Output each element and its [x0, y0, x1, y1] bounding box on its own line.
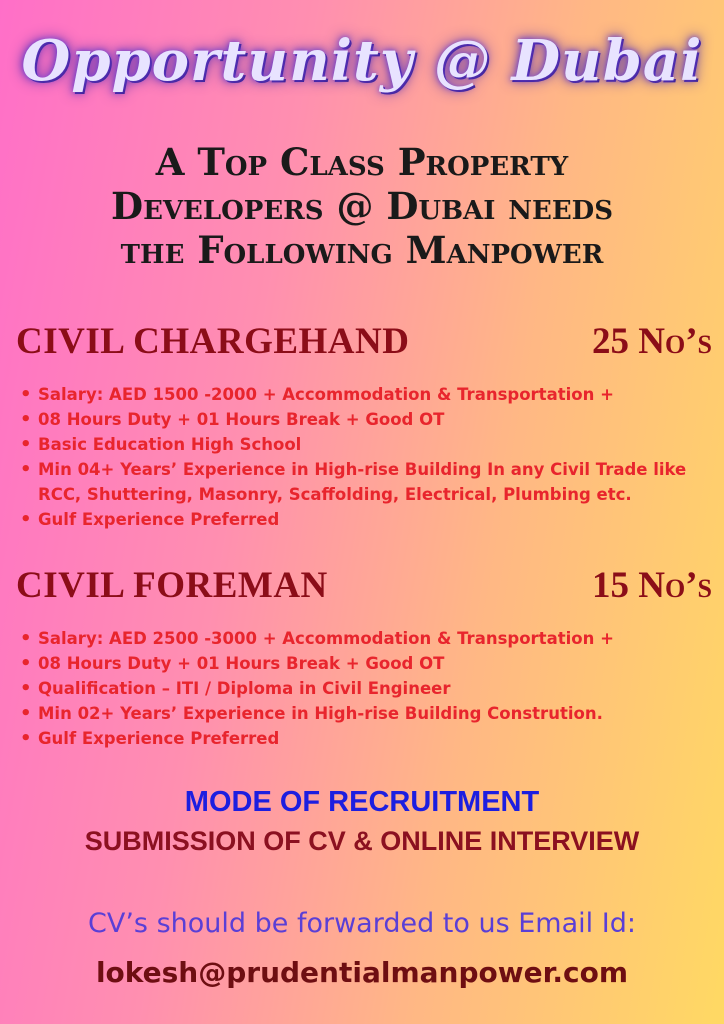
job-title-foreman: CIVIL FOREMAN: [16, 565, 328, 606]
list-item: • Salary: AED 1500 -2000 + Accommodation & Transportation +: [18, 382, 718, 407]
list-item: • Qualification – ITI / Diploma in Civil Engineer: [18, 676, 718, 701]
subheading-line-1: A Top Class Property: [155, 140, 569, 184]
job-count-foreman: 15 No’s: [592, 565, 712, 606]
subheading: [20, 140, 704, 272]
list-item: • Min 04+ Years’ Experience in High-rise Building In any Civil Trade like RCC, Shuttering, Masonry, Scaffolding, Electrical, Plumbing etc.: [18, 457, 718, 507]
list-item: • Gulf Experience Preferred: [18, 726, 718, 751]
subheading-line-2: Developers @ Dubai needs: [110, 184, 613, 228]
list-item: • Basic Education High School: [18, 432, 718, 457]
subheading-line-3: the Following Manpower: [120, 228, 604, 272]
requirements-list-foreman: [18, 626, 718, 751]
list-item: • Min 02+ Years’ Experience in High-rise Building Constrution.: [18, 701, 718, 726]
recruitment-mode-title: MODE OF RECRUITMENT: [184, 786, 540, 818]
job-count-chargehand: 25 No’s: [592, 321, 712, 362]
requirements-list-chargehand: [18, 382, 718, 532]
cv-instruction: CV’s should be forwarded to us Email Id:: [88, 908, 636, 939]
job-title-chargehand: CIVIL CHARGEHAND: [16, 321, 410, 362]
recruitment-method: SUBMISSION OF CV & ONLINE INTERVIEW: [84, 826, 640, 856]
list-item: • Salary: AED 2500 -3000 + Accommodation & Transportation +: [18, 626, 718, 651]
list-item: • Gulf Experience Preferred: [18, 507, 718, 532]
contact-email[interactable]: lokesh@prudentialmanpower.com: [95, 956, 629, 989]
list-item: • 08 Hours Duty + 01 Hours Break + Good OT: [18, 407, 718, 432]
list-item: • 08 Hours Duty + 01 Hours Break + Good OT: [18, 651, 718, 676]
headline: Opportunity @ Dubai: [21, 28, 703, 94]
